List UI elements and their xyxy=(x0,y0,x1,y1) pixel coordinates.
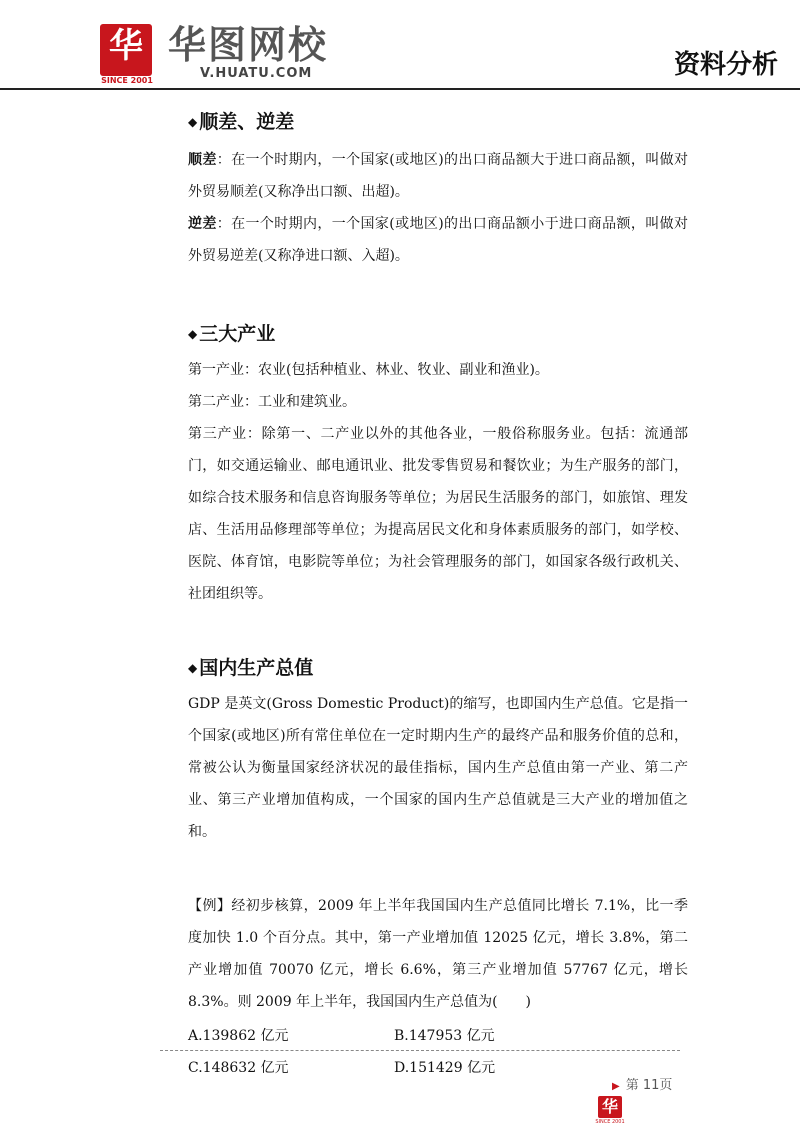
brand-name: 华图网校 xyxy=(168,23,329,67)
definition-surplus xyxy=(188,144,688,208)
option-b[interactable]: B.147953 亿元 xyxy=(394,1028,495,1044)
diamond-bullet-icon: ◆ xyxy=(188,327,198,341)
footer-logo xyxy=(598,1096,622,1118)
options-row xyxy=(188,1020,688,1052)
page-number xyxy=(612,1074,672,1093)
option-d[interactable]: D.151429 亿元 xyxy=(394,1060,496,1076)
primary-industry-para: 第一产业：农业(包括种植业、林业、牧业、副业和渔业)。 xyxy=(188,362,549,378)
term-deficit: 逆差 xyxy=(188,216,217,232)
example-question: 【例】经初步核算，2009 年上半年我国国内生产总值同比增长 7.1%，比一季度加快 1.0 个百分点。其中，第一产业增加值 12025 亿元，增长 3.8%，第二产业增加值 70070 亿元，增长 6.6%，第三产业增加值 57767 亿元，增长 8.3%。则 2009 年上半年，我国国内生产总值为( ) xyxy=(188,898,688,1010)
definition-text: ：在一个时期内，一个国家(或地区)的出口商品额大于进口商品额，叫做对外贸易顺差(又称净出口额、出超)。 xyxy=(188,152,689,200)
page-header xyxy=(0,0,800,90)
footer-logo-since: SINCE 2001 xyxy=(595,1119,625,1125)
tertiary-industry-para: 第三产业：除第一、二产业以外的其他各业，一般俗称服务业。包括：流通部门，如交通运输业、邮电通讯业、批发零售贸易和餐饮业；为生产服务的部门，如综合技术服务和信息咨询服务等单位；为居民生活服务的部门，如旅馆、理发店、生活用品修理部等单位；为提高居民文化和身体素质服务的部门，如学校、医院、体育馆，电影院等单位；为社会管理服务的部门，如国家各级行政机关、社团组织等。 xyxy=(188,426,688,602)
secondary-industry-para: 第二产业：工业和建筑业。 xyxy=(188,394,356,410)
section-label: 资料分析 xyxy=(673,50,778,80)
option-c[interactable]: C.148632 亿元 xyxy=(188,1060,289,1076)
definition-text: ：在一个时期内，一个国家(或地区)的出口商品额小于进口商品额，叫做对外贸易逆差(又称净进口额、入超)。 xyxy=(188,216,689,264)
heading-text: 国内生产总值 xyxy=(199,657,314,679)
term-surplus: 顺差 xyxy=(188,152,217,168)
diamond-bullet-icon: ◆ xyxy=(188,115,198,129)
footer-logo-glyph: 华 xyxy=(601,1097,618,1116)
diamond-bullet-icon: ◆ xyxy=(188,661,198,675)
huatu-logo xyxy=(100,24,152,76)
gdp-definition-para: GDP 是英文(Gross Domestic Product)的缩写，也即国内生产总值。它是指一个国家(或地区)所有常住单位在一定时期内生产的最终产品和服务价值的总和，常被公认为衡量国家经济状况的最佳指标，国内生产总值由第一产业、第二产业、第三产业增加值构成，一个国家的国内生产总值就是三大产业的增加值之和。 xyxy=(188,696,688,840)
footer-divider xyxy=(160,1050,680,1051)
header-divider xyxy=(0,88,800,90)
option-a[interactable]: A.139862 亿元 xyxy=(188,1028,289,1044)
definition-deficit xyxy=(188,208,688,272)
heading-text: 顺差、逆差 xyxy=(199,111,295,133)
logo-since: SINCE 2001 xyxy=(101,76,153,85)
section-heading-gdp xyxy=(188,650,688,686)
section-heading-three-industries xyxy=(188,316,688,352)
heading-text: 三大产业 xyxy=(199,323,276,345)
brand-url: V.HUATU.COM xyxy=(200,66,313,81)
logo-glyph: 华 xyxy=(109,26,143,66)
page-number-label: 第 11页 xyxy=(625,1078,673,1093)
page-content xyxy=(188,104,688,1084)
section-heading-trade-balance xyxy=(188,104,688,140)
triangle-marker-icon: ▶ xyxy=(612,1081,620,1092)
